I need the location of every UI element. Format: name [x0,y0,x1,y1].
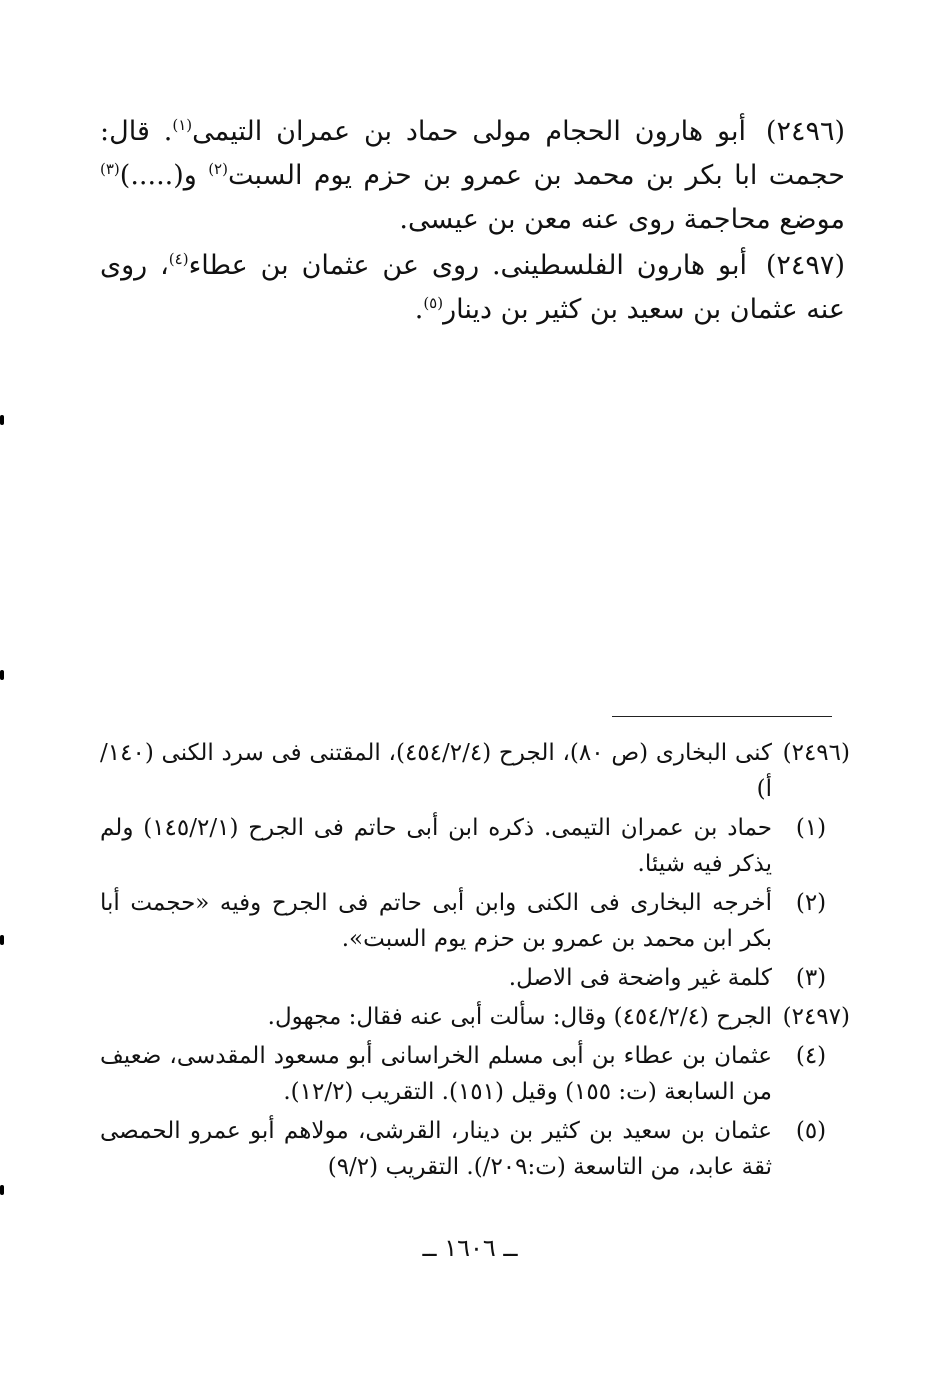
footnote-label: (٢٤٩٦) [782,740,850,766]
footnote-text: عثمان بن سعيد بن كثير بن دينار، القرشى، مولاهم أبو عمرو الحمصى ثقة عابد، من التاسعة (ت:٢٠٩/). التقريب (٩/٢) [100,1118,772,1180]
footnote-label: (٥) [795,1118,827,1144]
entry-text: أبو هارون الحجام مولى حماد بن عمران التيمى [192,116,746,147]
footnote-item [100,999,850,1035]
footnote-ref[interactable]: (٥) [423,294,444,312]
footnote-label: (١) [795,815,827,841]
scan-edge-mark [0,935,4,945]
entry-2496 [100,110,845,242]
entry-text: و(.....) [119,160,209,191]
footnote-item [100,885,850,957]
footnote-ref[interactable]: (٣) [100,160,120,178]
entry-text: أبو هارون الفلسطينى. روى عن عثمان بن عطاء [188,250,747,281]
footnote-text: حماد بن عمران التيمى. ذكره ابن أبى حاتم فى الجرح (١٤٥/٢/١) ولم يذكر فيه شيئا. [100,815,772,877]
entry-text: . قال: حجمت ابا بكر بن محمد بن عمرو بن حزم يوم السبت [100,116,846,191]
footnote-separator [612,716,832,717]
footnote-item [100,960,850,996]
footnote-text: الجرح (٤٥٤/٢/٤) وقال: سألت أبى عنه فقال: مجهول. [267,1004,772,1030]
footnotes [100,735,850,1188]
scan-edge-mark [0,670,4,680]
entry-text: ، روى عنه عثمان بن سعيد بن كثير بن دينار [100,250,845,325]
footnote-label: (٣) [795,965,827,991]
main-text [100,110,845,334]
entry-number: (٢٤٩٦) [765,116,845,147]
footnote-ref[interactable]: (٤) [168,250,189,268]
footnote-item [100,735,850,807]
footnote-text: أخرجه البخارى فى الكنى وابن أبى حاتم فى الجرح وفيه «حجمت أبا بكر ابن محمد بن عمرو بن حزم يوم السبت». [100,890,772,952]
footnote-text: كنى البخارى (ص ٨٠)، الجرح (٤٥٤/٢/٤)، المقتنى فى سرد الكنى (١٤٠/أ) [100,740,773,802]
footnote-item [100,810,850,882]
page-number: ــ ١٦٠٦ ــ [422,1234,518,1262]
footnote-item [100,1038,850,1110]
entry-text: . [414,294,424,325]
scan-edge-mark [0,415,4,425]
entry-number: (٢٤٩٧) [765,250,845,281]
footnote-text: كلمة غير واضحة فى الاصل. [508,965,772,991]
footnote-label: (٢٤٩٧) [782,1004,850,1030]
footnote-ref[interactable]: (١) [172,116,193,134]
footnote-ref[interactable]: (٢) [208,160,228,178]
footnote-label: (٢) [795,890,827,916]
entry-2497 [100,244,845,332]
footnote-text: عثمان بن عطاء بن أبى مسلم الخراسانى أبو مسعود المقدسى، ضعيف من السابعة (ت: ١٥٥) وقيل (١٥١). التقريب (١٢/٢). [100,1043,772,1105]
entry-text: موضع محاجمة روى عنه معن بن عيسى. [399,204,845,235]
scan-edge-mark [0,1185,4,1195]
footnote-item [100,1113,850,1185]
footnote-label: (٤) [795,1043,827,1069]
